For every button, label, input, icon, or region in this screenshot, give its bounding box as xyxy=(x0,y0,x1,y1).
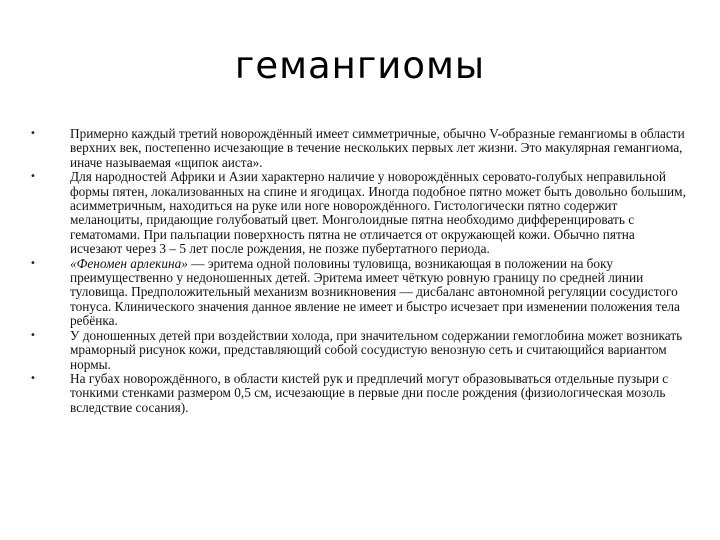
bullet-item xyxy=(30,329,690,372)
bullet-list xyxy=(30,127,690,415)
bullet-icon: • xyxy=(30,128,36,139)
bullet-item xyxy=(30,372,690,415)
bullet-text: У доношенных детей при воздействии холода, при значительном содержании гемоглобина может возникать мраморный рисунок кожи, представляющий собой сосудистую венозную сеть и считающийся вариантом нормы. xyxy=(70,327,683,372)
bullet-emphasis: «Феномен арлекина» xyxy=(70,255,188,271)
bullet-icon: • xyxy=(30,329,36,341)
slide-title: гемангиомы xyxy=(234,44,486,87)
bullet-icon: • xyxy=(30,372,36,384)
bullet-text: Примерно каждый третий новорождённый имеет симметричные, обычно V-образные гемангиомы в области верхних век, постепенно исчезающие в течение нескольких первых лет жизни. Это макулярная гемангиома, иначе называемая «щипок аиста». xyxy=(70,126,685,170)
bullet-item xyxy=(30,257,690,329)
bullet-text: Для народностей Африки и Азии характерно наличие у новорождённых серовато-голубых неправильной формы пятен, локализованных на спине и ягодицах. Иногда подобное пятно может быть довольно большим, асимметричным, находиться на руке или ноге новорождённого. Гистологически пятно содержит меланоциты, придающие голубоватый цвет. Монголоидные пятна необходимо дифференцировать с гематомами. При пальпации поверхность пятна не отличается от окружающей кожи. Обычно пятна исчезают через 3 – 5 лет после рождения, не позже пубертатного периода. xyxy=(70,169,686,257)
bullet-icon: • xyxy=(30,257,36,269)
bullet-text: На губах новорождённого, в области кистей рук и предплечий могут образовываться отдельные пузыри с тонкими стенками размером 0,5 см, исчезающие в первые дни после рождения (физиологическая мозоль вследствие сосания). xyxy=(70,370,669,415)
bullet-icon: • xyxy=(30,171,36,183)
bullet-item xyxy=(30,127,690,170)
bullet-item xyxy=(30,170,690,256)
bullet-text: — эритема одной половины туловища, возникающая в положении на боку преимущественно у недоношенных детей. Эритема имеет чёткую ровную границу по средней линии туловища. Предположительный механизм возникновения — дисбаланс автономной регуляции сосудистого тонуса. Клинического значения данное явление не имеет и быстро исчезает при изменении положения тела ребёнка. xyxy=(70,255,680,329)
